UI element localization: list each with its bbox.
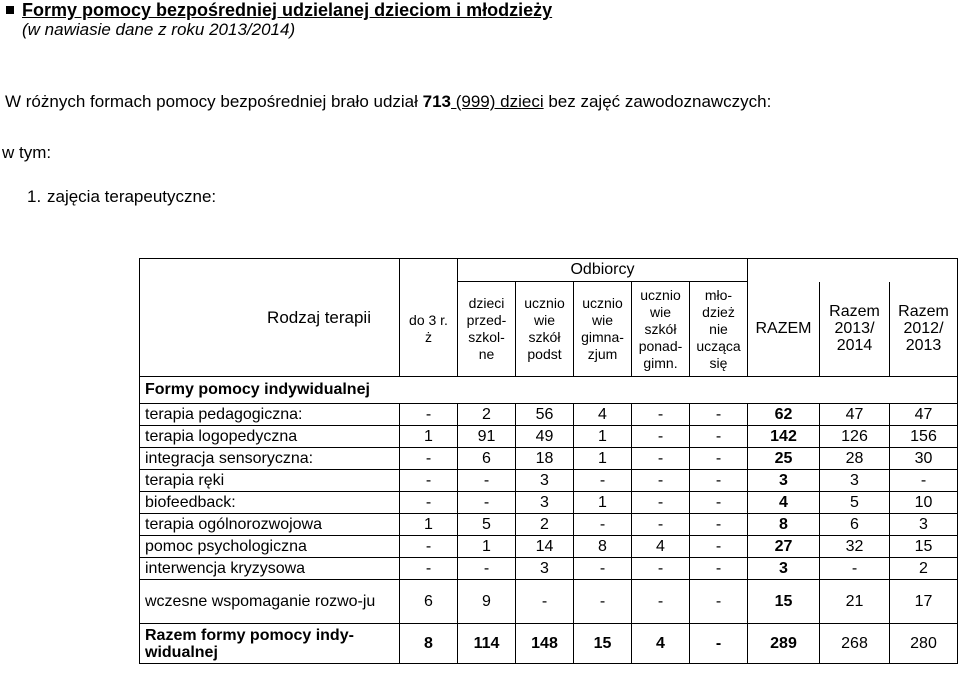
column-header-line: zjum xyxy=(587,346,618,362)
cell-value: 142 xyxy=(748,426,820,448)
column-header-line: Razem xyxy=(898,303,949,321)
cell-value: 91 xyxy=(458,426,516,448)
cell-value: 6 xyxy=(400,580,458,624)
cell-value: 3 xyxy=(516,470,574,492)
cell-value: 156 xyxy=(890,426,958,448)
page-subtitle: (w nawiasie dane z roku 2013/2014) xyxy=(22,20,296,39)
column-header-line: 2014 xyxy=(836,337,873,355)
cell-value: 2 xyxy=(516,514,574,536)
column-header-line: szkol- xyxy=(468,329,505,345)
table-row xyxy=(140,536,958,558)
column-header xyxy=(400,282,458,377)
row-name: biofeedback: xyxy=(140,492,400,514)
intro-paragraph xyxy=(5,92,771,112)
table-row xyxy=(140,470,958,492)
cell-value: - xyxy=(574,558,632,580)
column-header-line: ucznio xyxy=(582,295,623,311)
cell-value: 47 xyxy=(820,404,890,426)
column-header-line: ne xyxy=(478,346,495,362)
cell-value: 18 xyxy=(516,448,574,470)
cell-value: - xyxy=(690,558,748,580)
row-name: terapia ogólnorozwojowa xyxy=(140,514,400,536)
cell-value: - xyxy=(400,470,458,492)
table-row xyxy=(140,580,958,624)
row-name: terapia logopedyczna xyxy=(140,426,400,448)
intro-count: 713 xyxy=(422,92,452,111)
cell-value: 17 xyxy=(890,580,958,624)
cell-value: 2 xyxy=(458,404,516,426)
cell-value: 30 xyxy=(890,448,958,470)
column-header-line: dzież xyxy=(702,303,735,320)
cell-value: 15 xyxy=(748,580,820,624)
row-name: wczesne wspomaganie rozwo-ju xyxy=(140,580,400,624)
cell-value: 126 xyxy=(820,426,890,448)
cell-value: 1 xyxy=(574,426,632,448)
cell-value: 47 xyxy=(890,404,958,426)
cell-value: 3 xyxy=(516,492,574,514)
cell-value: - xyxy=(690,580,748,624)
cell-value: 1 xyxy=(574,448,632,470)
cell-value: - xyxy=(690,448,748,470)
cell-value: 15 xyxy=(890,536,958,558)
cell-value: 21 xyxy=(820,580,890,624)
column-header xyxy=(820,282,890,377)
column-header-line: gimna- xyxy=(581,329,624,345)
column-header-line: Razem xyxy=(829,303,880,321)
row-name: pomoc psychologiczna xyxy=(140,536,400,558)
cell-value: 6 xyxy=(820,514,890,536)
cell-value: 3 xyxy=(516,558,574,580)
cell-value: - xyxy=(690,536,748,558)
cell-value: 10 xyxy=(890,492,958,514)
total-cell-value: 8 xyxy=(400,624,458,664)
cell-value: - xyxy=(400,448,458,470)
cell-value: 8 xyxy=(748,514,820,536)
table-row xyxy=(140,448,958,470)
column-header-line: wie xyxy=(649,303,671,320)
cell-value: - xyxy=(632,514,690,536)
cell-value: - xyxy=(458,558,516,580)
total-cell-value: 148 xyxy=(516,624,574,664)
cell-value: - xyxy=(632,470,690,492)
column-header-line: szkół xyxy=(644,320,677,337)
cell-value: 1 xyxy=(574,492,632,514)
cell-value: 1 xyxy=(458,536,516,558)
intro-text-before: W różnych formach pomocy bezpośredniej brało udział xyxy=(5,92,423,111)
column-header-line: 2013/ xyxy=(834,320,875,338)
table-row xyxy=(140,426,958,448)
cell-value: 62 xyxy=(748,404,820,426)
column-header-line: gimn. xyxy=(643,354,678,371)
table-row xyxy=(140,558,958,580)
column-header-line: się xyxy=(709,354,728,371)
cell-value: - xyxy=(458,492,516,514)
cell-value: - xyxy=(458,470,516,492)
cell-value: 8 xyxy=(574,536,632,558)
column-header-line: podst xyxy=(527,346,562,362)
therapy-table xyxy=(139,258,958,664)
cell-value: - xyxy=(632,492,690,514)
cell-value: - xyxy=(574,580,632,624)
cell-value: - xyxy=(690,426,748,448)
column-header-line: mło- xyxy=(704,286,733,303)
column-header xyxy=(458,282,516,377)
cell-value: - xyxy=(890,470,958,492)
cell-value: - xyxy=(400,404,458,426)
cell-value: 4 xyxy=(748,492,820,514)
w-tym-label: w tym: xyxy=(2,143,52,162)
column-header-line: 2012/ xyxy=(903,320,944,338)
cell-value: 14 xyxy=(516,536,574,558)
cell-value: - xyxy=(820,558,890,580)
cell-value: 25 xyxy=(748,448,820,470)
cell-value: - xyxy=(690,492,748,514)
column-header-line: szkół xyxy=(528,329,561,345)
table-row xyxy=(140,404,958,426)
cell-value: 56 xyxy=(516,404,574,426)
total-row-name: Razem formy pomocy indy-widualnej xyxy=(140,624,400,664)
row-name: interwencja kryzysowa xyxy=(140,558,400,580)
column-header xyxy=(690,282,748,377)
cell-value: - xyxy=(690,470,748,492)
total-cell-value: 4 xyxy=(632,624,690,664)
column-header-line: nie xyxy=(709,320,728,337)
column-header-line: ucznio xyxy=(524,295,565,311)
row-name: terapia ręki xyxy=(140,470,400,492)
cell-value: - xyxy=(516,580,574,624)
cell-value: 4 xyxy=(574,404,632,426)
cell-value: - xyxy=(632,580,690,624)
column-header-line: ż xyxy=(425,328,432,345)
cell-value: - xyxy=(632,426,690,448)
section-label: Formy pomocy indywidualnej xyxy=(140,377,400,404)
column-header-line: 2013 xyxy=(905,337,942,355)
total-cell-value: 268 xyxy=(820,624,890,664)
cell-value: - xyxy=(690,514,748,536)
cell-value: - xyxy=(632,558,690,580)
cell-value: - xyxy=(574,470,632,492)
table-row xyxy=(140,492,958,514)
bullet-icon xyxy=(6,6,14,14)
odbiorcy-header: Odbiorcy xyxy=(458,259,748,282)
cell-value: 27 xyxy=(748,536,820,558)
row-name: integracja sensoryczna: xyxy=(140,448,400,470)
column-header xyxy=(516,282,574,377)
column-header-line: ucznio xyxy=(640,286,681,303)
column-header-line: dzieci xyxy=(468,295,505,311)
cell-value: 3 xyxy=(890,514,958,536)
cell-value: - xyxy=(400,536,458,558)
table-row xyxy=(140,514,958,536)
cell-value: - xyxy=(632,404,690,426)
cell-value: - xyxy=(690,404,748,426)
column-header xyxy=(748,282,820,377)
cell-value: 1 xyxy=(400,426,458,448)
row-name: terapia pedagogiczna: xyxy=(140,404,400,426)
cell-value: 6 xyxy=(458,448,516,470)
cell-value: - xyxy=(400,492,458,514)
cell-value: 4 xyxy=(632,536,690,558)
list-item-number: 1. xyxy=(27,187,42,206)
column-header xyxy=(632,282,690,377)
column-header-line: RAZEM xyxy=(755,320,812,338)
column-header-line: ponad- xyxy=(638,337,683,354)
cell-value: 1 xyxy=(400,514,458,536)
total-row xyxy=(140,624,958,664)
cell-value: 3 xyxy=(748,470,820,492)
cell-value: - xyxy=(632,448,690,470)
column-header-line: wie xyxy=(591,312,613,328)
column-header-line: przed- xyxy=(466,312,507,328)
column-header xyxy=(890,282,958,377)
total-cell-value: 114 xyxy=(458,624,516,664)
column-header xyxy=(574,282,632,377)
cell-value: - xyxy=(400,558,458,580)
cell-value: 32 xyxy=(820,536,890,558)
intro-text-after-count: (999) dzieci xyxy=(451,92,544,111)
cell-value: 3 xyxy=(820,470,890,492)
cell-value: - xyxy=(574,514,632,536)
page-title: Formy pomocy bezpośredniej udzielanej dzieciom i młodzieży xyxy=(22,0,553,20)
column-header-line: do 3 r. xyxy=(409,311,448,328)
total-cell-value: 15 xyxy=(574,624,632,664)
cell-value: 3 xyxy=(748,558,820,580)
list-item-1 xyxy=(27,187,216,207)
cell-value: 5 xyxy=(820,492,890,514)
cell-value: 2 xyxy=(890,558,958,580)
cell-value: 49 xyxy=(516,426,574,448)
cell-value: 5 xyxy=(458,514,516,536)
intro-text-end: bez zajęć zawodoznawczych: xyxy=(543,92,772,111)
total-cell-value: - xyxy=(690,624,748,664)
cell-value: 28 xyxy=(820,448,890,470)
total-cell-value: 289 xyxy=(748,624,820,664)
column-header-line: wie xyxy=(533,312,555,328)
cell-value: 9 xyxy=(458,580,516,624)
rodzaj-terapii-header: Rodzaj terapii xyxy=(140,259,400,377)
column-header-line: ucząca xyxy=(696,337,741,354)
list-item-label: zajęcia terapeutyczne: xyxy=(47,187,217,206)
total-cell-value: 280 xyxy=(890,624,958,664)
